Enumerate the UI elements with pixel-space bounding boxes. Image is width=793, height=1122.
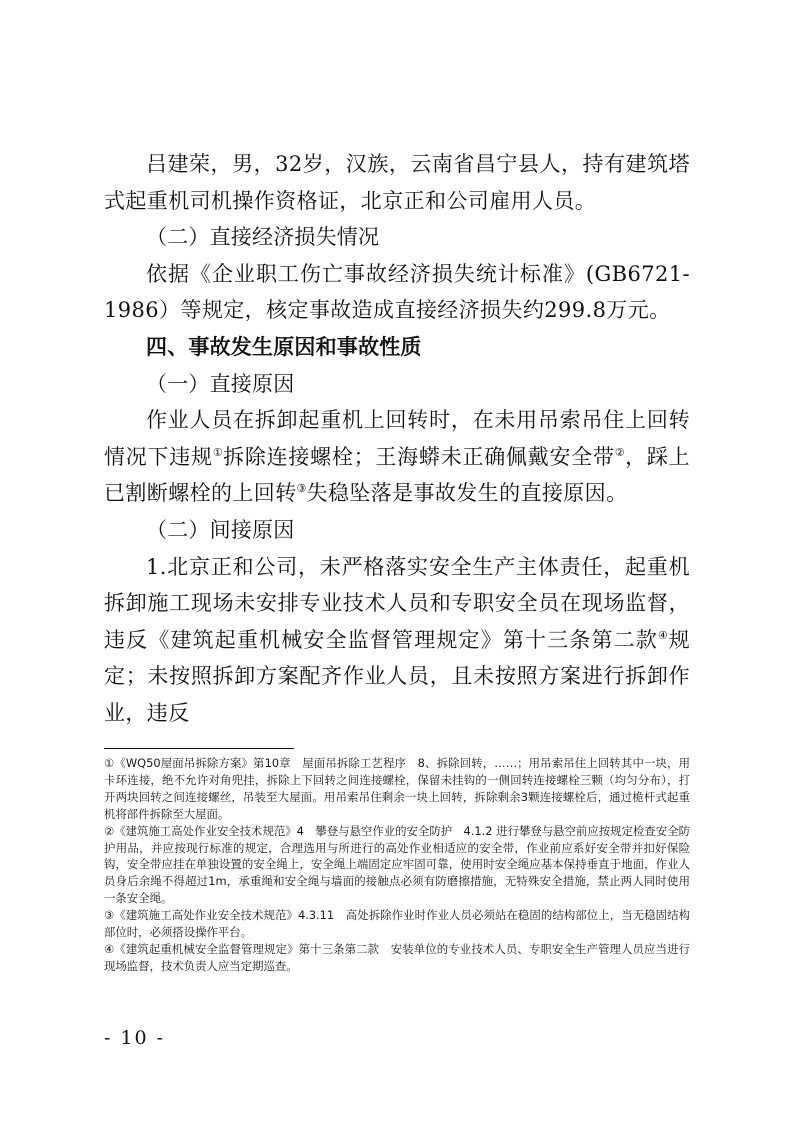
indirect-cause-text-1: 1.北京正和公司，未严格落实安全生产主体责任，起重机拆卸施工现场未安排专业技术人员和专职安全员在现场监督，违反《建筑起重机械安全监督管理规定》第十三条第二款 xyxy=(104,554,690,652)
paragraph-indirect-cause-1 xyxy=(104,549,690,732)
subheading-indirect-cause: （二）间接原因 xyxy=(146,517,295,542)
footnote-2: ②《建筑施工高处作业安全技术规范》4 攀登与悬空作业的安全防护 4.1.2 进行攀登与悬空前应按规定检查安全防护用品，并应按现行标准的规定，合理选用与所进行的高处作业相适应的安全带，作业前应系好安全带并扣好保险钩，安全带应挂在单独设置的安全绳上，安全绳上端固定应牢固可靠，使用时安全绳应基本保持垂直于地面，作业人员身后余绳不得超过1m，承重绳和安全绳与墙面的接触点必须有防磨擦措施，无特殊安全措施，禁止两人同时使用一条安全绳。 xyxy=(104,823,690,906)
footnote-divider xyxy=(104,748,294,749)
footnotes xyxy=(104,755,690,975)
footnote-ref-4[interactable]: ④ xyxy=(657,628,669,642)
footnote-ref-1[interactable]: ① xyxy=(212,445,224,459)
body-text xyxy=(104,146,690,732)
footnote-ref-2[interactable]: ② xyxy=(614,445,626,459)
footnote-1: ①《WQ50屋面吊拆除方案》第10章 屋面吊拆除工艺程序 8、拆除回转，……；用吊索吊住上回转其中一块，用卡环连接，绝不允许对角兜挂，拆除上下回转之间连接螺栓，保留未挂钩的一侧回转连接螺栓三颗（均匀分布），打开两块回转之间连接螺丝，吊装至大屋面。用吊索吊住剩余一块上回转，拆除剩余3颗连接螺栓后，通过桅杆式起重机将部件拆除至大屋面。 xyxy=(104,756,690,821)
section-heading-causes: 四、事故发生原因和事故性质 xyxy=(146,334,422,359)
paragraph-person-info: 吕建荣，男，32岁，汉族，云南省昌宁县人，持有建筑塔式起重机司机操作资格证，北京正和公司雇用人员。 xyxy=(104,152,690,213)
direct-cause-text-3: ，踩上已割断螺栓的上回转 xyxy=(104,444,690,506)
footnote-3: ③《建筑施工高处作业安全技术规范》4.3.11 高处拆除作业时作业人员必须站在稳固的结构部位上，当无稳固结构部位时，必须搭设操作平台。 xyxy=(104,908,690,940)
direct-cause-text-1: 作业人员在拆卸起重机上回转时，在未用吊索吊住上回转情况下违规 xyxy=(104,408,690,469)
footnote-4: ④《建筑起重机械安全监督管理规定》第十三条第二款 安装单位的专业技术人员、专职安全生产管理人员应当进行现场监督，技术负责人应当定期巡查。 xyxy=(104,941,690,973)
direct-cause-text-4: 失稳坠落是事故发生的直接原因。 xyxy=(306,481,628,506)
page-number: - 10 - xyxy=(104,1027,166,1049)
paragraph-direct-cause xyxy=(104,402,690,512)
paragraph-economic-loss: 依据《企业职工伤亡事故经济损失统计标准》(GB6721-1986）等规定，核定事故造成直接经济损失约299.8万元。 xyxy=(104,261,690,323)
direct-cause-text-2: 拆除连接螺栓；王海蟒未正确佩戴安全带 xyxy=(223,444,615,469)
indirect-cause-text-2: 规定；未按照拆卸方案配齐作业人员，且未按照方案进行拆卸作业，违反 xyxy=(104,627,690,725)
footnote-ref-3[interactable]: ③ xyxy=(296,482,307,496)
subheading-direct-cause: （一）直接原因 xyxy=(146,371,295,396)
subheading-direct-economic-loss: （二）直接经济损失情况 xyxy=(146,225,380,250)
